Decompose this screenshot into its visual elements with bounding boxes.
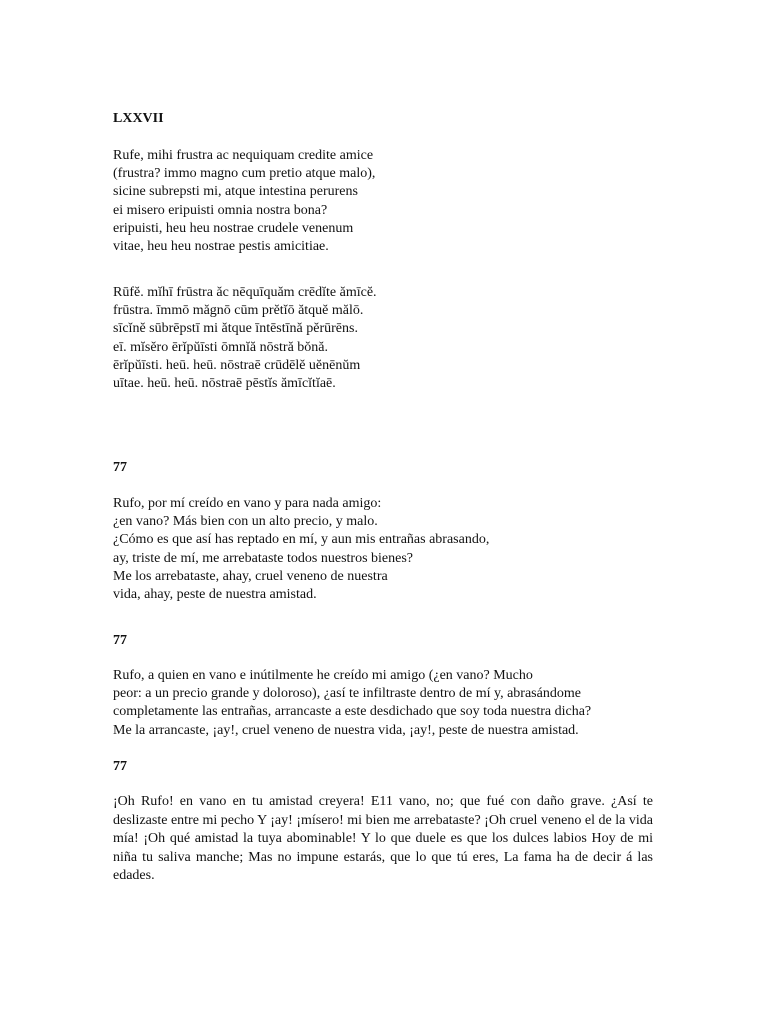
translation-line: Rufo, a quien en vano e inútilmente he creído mi amigo (¿en vano? Mucho (113, 668, 533, 683)
translation-line: Rufo, por mí creído en vano y para nada amigo: (113, 496, 382, 511)
translation-line: Me la arrancaste, ¡ay!, cruel veneno de nuestra vida, ¡ay!, peste de nuestra amistad. (113, 722, 579, 738)
spanish-poetic-translation: ¡Oh Rufo! en vano en tu amistad creyera! E11 vano, no; que fué con daño grave. ¿Así te deslizaste entre mi pecho Y ¡ay! ¡mísero! mi bien me arrebataste? ¡Oh cruel veneno el de la vida mía! ¡Oh qué amistad la tuya abominable! Y lo que duele es que los dulces labios Hoy de mi niña tu saliva manche; Mas no impune estarás, que lo que tú eres, La fama ha de decir á las edades. (113, 794, 653, 884)
scanned-line: frūstra. īmmō măgnō cūm prĕtĭō ătquĕ mălō. (113, 303, 364, 319)
translation-line: completamente las entrañas, arrancaste a este desdichado que soy toda nuestra dicha? (113, 704, 592, 720)
scanned-line: Rūfĕ. mĭhī frūstra ăc nēquīquăm crēdĭte ămīcĕ. (113, 285, 377, 300)
translation-line: ¿Cómo es que así has reptado en mí, y aun mis entrañas abrasando, (113, 532, 490, 548)
poem-line: sicine subrepsti mi, atque intestina perurens (113, 184, 358, 200)
spanish-prose-translation (113, 667, 591, 740)
poem-line: (frustra? immo magno cum pretio atque malo), (113, 166, 376, 182)
translation-line: Me los arrebataste, ahay, cruel veneno de nuestra (113, 568, 388, 584)
section-heading-77: 77 (113, 460, 127, 475)
section-heading-77: 77 (113, 633, 127, 648)
translation-line: ay, triste de mí, me arrebataste todos nuestros bienes? (113, 550, 413, 566)
section-heading-77: 77 (113, 759, 127, 774)
latin-poem (113, 147, 375, 256)
poem-line: eripuisti, heu heu nostrae crudele venenum (113, 220, 354, 236)
scanned-line: uītae. heū. heū. nōstraē pēstĭs ămīcĭtĭaē. (113, 376, 336, 392)
scanned-line: eī. mĭsĕro ērĭpŭīsti ōmnĭă nōstră bŏnă. (113, 339, 329, 355)
translation-line: vida, ahay, peste de nuestra amistad. (113, 587, 317, 603)
poem-line: ei misero eripuisti omnia nostra bona? (113, 202, 328, 218)
scanned-line: ērĭpŭīsti. heū. heū. nōstraē crūdēlĕ uĕnēnŭm (113, 357, 361, 373)
translation-line: peor: a un precio grande y doloroso), ¿así te infiltraste dentro de mí y, abrasándome (113, 686, 581, 702)
poem-line: vitae, heu heu nostrae pestis amicitiae. (113, 239, 329, 255)
latin-poem-scanned (113, 284, 377, 393)
spanish-verse-translation (113, 495, 489, 604)
translation-line: ¿en vano? Más bien con un alto precio, y malo. (113, 514, 378, 530)
poem-line: Rufe, mihi frustra ac nequiquam credite amice (113, 148, 374, 163)
section-heading-lxxvii: LXXVII (113, 111, 164, 126)
scanned-line: sīcĭnĕ sūbrēpstī mi ătque īntēstīnă pĕrūrēns. (113, 321, 358, 337)
